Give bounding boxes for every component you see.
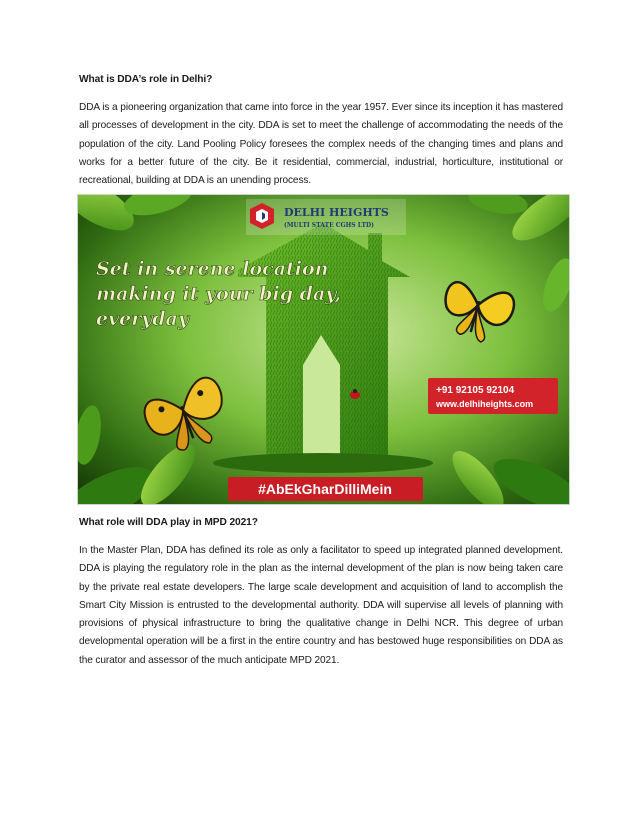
hashtag-text: #AbEkGharDilliMein [258,481,392,497]
contact-box [428,378,558,414]
tagline-line-3: everyday [96,308,189,330]
section-heading-dda-role: What is DDA’s role in Delhi? [79,74,213,85]
contact-website: www.delhiheights.com [436,399,534,409]
brand-name: DELHI HEIGHTS [284,206,389,219]
promo-banner [78,195,569,504]
section-paragraph-dda-role: DDA is a pioneering organization that came into force in the year 1957. Ever since its inception it has mastered all processes of development in the city. DDA is set to meet the challenge of accommodating the needs of the population of the city. Land Pooling Policy foresees the complex needs of the changing times and plans and works for a better future of the city. Be it residential, commercial, industrial, horticulture, institutional or recreational, building at DDA is an unending process. [79,102,563,187]
hashtag-ribbon [228,477,423,501]
tagline-line-1: Set in serene location [96,258,329,280]
brand-subtitle: (MULTI STATE CGHS LTD) [284,222,374,229]
section-paragraph-mpd-role: In the Master Plan, DDA has defined its role as only a facilitator to speed up integrated planned development. DDA is playing the regulatory role in the plan as the internal development of the plan is now being taken care by the private real estate developers. The large scale development and acquisition of land to accomplish the Smart City Mission is entrusted to the developmental authority. DDA will supervise all levels of planning with provisions of physical infrastructure to bring the qualitative change in Delhi NCR. This degree of urban developmental operation will be a first in the entire country and has bestowed huge responsibilities on DDA as the curator and assessor of the much anticipate MPD 2021. [79,545,563,666]
contact-phone: +91 92105 92104 [436,385,515,396]
brand-logo [246,199,406,235]
tagline-line-2: making it your big day, [96,283,342,305]
section-heading-mpd-role: What role will DDA play in MPD 2021? [79,517,258,528]
